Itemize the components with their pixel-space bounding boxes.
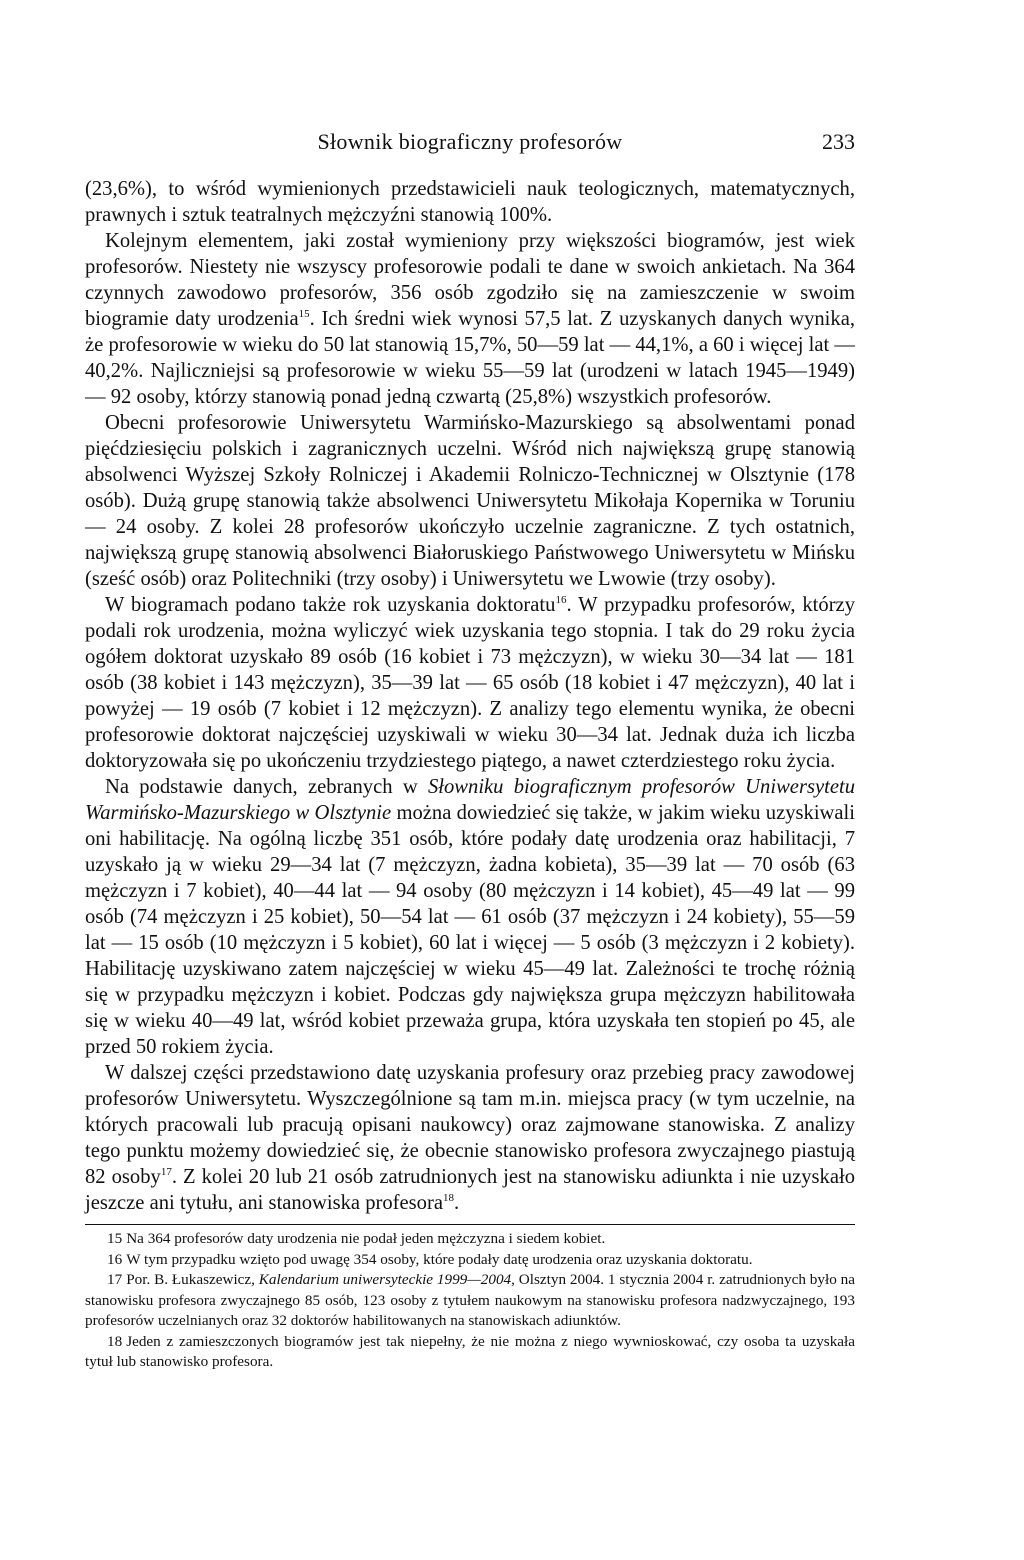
paragraph-2-text-b: . Ich średni wiek wynosi 57,5 lat. Z uzyskanych danych wynika, że profesorowie w wieku do 50 lat stanowią 15,7%, 50—59 lat — 44,1%, a 60 i więcej lat — 40,2%. Najliczniejsi są profesorowie w wieku 55—59 lat (urodzeni w latach 1945—1949) — 92 osoby, którzy stanowią ponad jedną czwartą (25,8%) wszystkich profesorów. [85,308,855,408]
paragraph-6-text-c: . [453,1192,460,1214]
footnote-ref-15[interactable]: 15 [298,308,310,321]
footnote-text: W tym przypadku wzięto pod uwagę 354 osoby, które podały datę urodzenia oraz uzyskania doktoratu. [126,1250,753,1268]
footnote-cited-title: Kalendarium uniwersyteckie 1999—2004 [258,1271,512,1288]
paragraph-1 [85,176,855,228]
footnote-17 [85,1270,855,1332]
footnote-separator [85,1224,855,1225]
paragraph-6 [85,1060,855,1216]
footnote-number: 17 [107,1271,123,1288]
paragraph-6-text-b: . Z kolei 20 lub 21 osób zatrudnionych jest na stanowisku adiunkta i nie uzyskało jeszcze ani tytułu, ani stanowiska profesora [85,1166,855,1214]
paragraph-6-text-a: W dalszej części przedstawiono datę uzyskania profesury oraz przebieg pracy zawodowej profesorów Uniwersytetu. Wyszczególnione są tam m.in. miejsca pracy (w tym uczelnie, na których pracowali lub pracują opisani naukowcy) oraz zajmowane stanowiska. Z analizy tego punktu możemy dowiedzieć się, że obecnie stanowisko profesora zwyczajnego piastują 82 osoby [85,1062,855,1188]
paragraph-4-text-b: . W przypadku profesorów, którzy podali rok urodzenia, można wyliczyć wiek uzyskania tego stopnia. I tak do 29 roku życia ogółem doktorat uzyskało 89 osób (16 kobiet i 73 mężczyzn), w wieku 30—34 lat — 181 osób (38 kobiet i 143 mężczyzn), 35—39 lat — 65 osób (18 kobiet i 47 mężczyzn), 40 lat i powyżej — 19 osób (7 kobiet i 12 mężczyzn). Z analizy tego elementu wynika, że obecni profesorowie doktorat najczęściej uzyskiwali w wieku 30—34 lat. Jednak duża ich liczba doktoryzowała się po ukończeniu trzydziestego piątego, a nawet czterdziestego roku życia. [85,594,855,772]
paragraph-3-text: Obecni profesorowie Uniwersytetu Warmińsko-Mazurskiego są absolwentami ponad pięćdziesięciu polskich i zagranicznych uczelni. Wśród nich największą grupę stanowią absolwenci Wyższej Szkoły Rolniczej i Akademii Rolniczo-Technicznej w Olsztynie (178 osób). Dużą grupę stanowią także absolwenci Uniwersytetu Mikołaja Kopernika w Toruniu — 24 osoby. Z kolei 28 profesorów ukończyło uczelnie zagraniczne. Z tych ostatnich, największą grupę stanowią absolwenci Białoruskiego Państwowego Uniwersytetu w Mińsku (sześć osób) oraz Politechniki (trzy osoby) i Uniwersytetu we Lwowie (trzy osoby). [85,412,855,590]
footnote-text-b: , Olsztyn 2004. 1 stycznia 2004 r. zatrudnionych było na stanowisku profesora zwyczajnego 85 osób, 123 osoby z tytułem naukowym na stanowisku profesora nadzwyczajnego, 193 profesorów uczelnianych oraz 32 doktorów habilitowanych na stanowiskach adiunktów. [85,1271,855,1329]
paragraph-4 [85,592,855,774]
paragraph-5-text-a: Na podstawie danych, zebranych w [105,776,428,798]
paragraph-2-text-a: Kolejnym elementem, jaki został wymieniony przy większości biogramów, jest wiek profesorów. Niestety nie wszyscy profesorowie podali te dane w swoich ankietach. Na 364 czynnych zawodowo profesorów, 356 osób zgodziło się na zamieszczenie w swoim biogramie daty urodzenia [85,230,855,330]
footnote-ref-17[interactable]: 17 [160,1166,172,1179]
running-title: Słownik biograficzny profesorów [317,129,623,154]
paragraph-5-text-b: można dowiedzieć się także, w jakim wieku uzyskiwali oni habilitację. Na ogólną liczbę 351 osób, które podały datę urodzenia oraz habilitacji, 7 uzyskało ją w wieku 29—34 lat (7 mężczyzn, żadna kobieta), 35—39 lat — 70 osób (63 mężczyzn i 7 kobiet), 40—44 lat — 94 osoby (80 mężczyzn i 14 kobiet), 45—49 lat — 99 osób (74 mężczyzn i 25 kobiet), 50—54 lat — 61 osób (37 mężczyzn i 24 kobiety), 55—59 lat — 15 osób (10 mężczyzn i 5 kobiet), 60 lat i więcej — 5 osób (3 mężczyzn i 2 kobiety). Habilitację uzyskiwano zatem najczęściej w wieku 45—49 lat. Zależności te trochę różnią się w przypadku mężczyzn i kobiet. Podczas gdy największa grupa mężczyzn habilitowała się w wieku 40—49 lat, wśród kobiet przeważa grupa, która uzyskała ten stopień po 45, ale przed 50 rokiem życia. [85,802,856,1058]
paragraph-4-text-a: W biogramach podano także rok uzyskania doktoratu [105,594,556,616]
footnote-text: Na 364 profesorów daty urodzenia nie podał jeden mężczyzna i siedem kobiet. [126,1230,606,1247]
footnote-ref-16[interactable]: 16 [555,594,567,607]
footnote-15 [85,1229,855,1250]
footnote-16 [85,1250,855,1271]
paragraph-5 [85,774,855,1060]
footnote-number: 18 [107,1332,123,1350]
paragraph-1-text: (23,6%), to wśród wymienionych przedstawicieli nauk teologicznych, matematycznych, prawnych i sztuk teatralnych mężczyźni stanowią 100%. [85,178,855,226]
footnote-number: 15 [107,1230,123,1247]
footnote-ref-18[interactable]: 18 [442,1192,454,1205]
footnote-number: 16 [107,1250,123,1268]
footnotes [85,1229,855,1373]
page-number: 233 [822,129,855,154]
paragraph-3 [85,410,855,592]
footnote-18 [85,1332,855,1373]
book-title-italic: Słowniku biograficznym profesorów Uniwersytetu Warmińsko-Mazurskiego w Olsztynie [85,776,855,824]
footnote-text: Jeden z zamieszczonych biogramów jest tak niepełny, że nie można z niego wywnioskować, czy osoba ta uzyskała tytuł lub stanowisko profesora. [85,1332,855,1370]
body-text [85,176,855,1216]
paragraph-2 [85,228,855,410]
page-header [85,129,855,161]
footnote-text-a: Por. B. Łukaszewicz, [126,1271,259,1288]
